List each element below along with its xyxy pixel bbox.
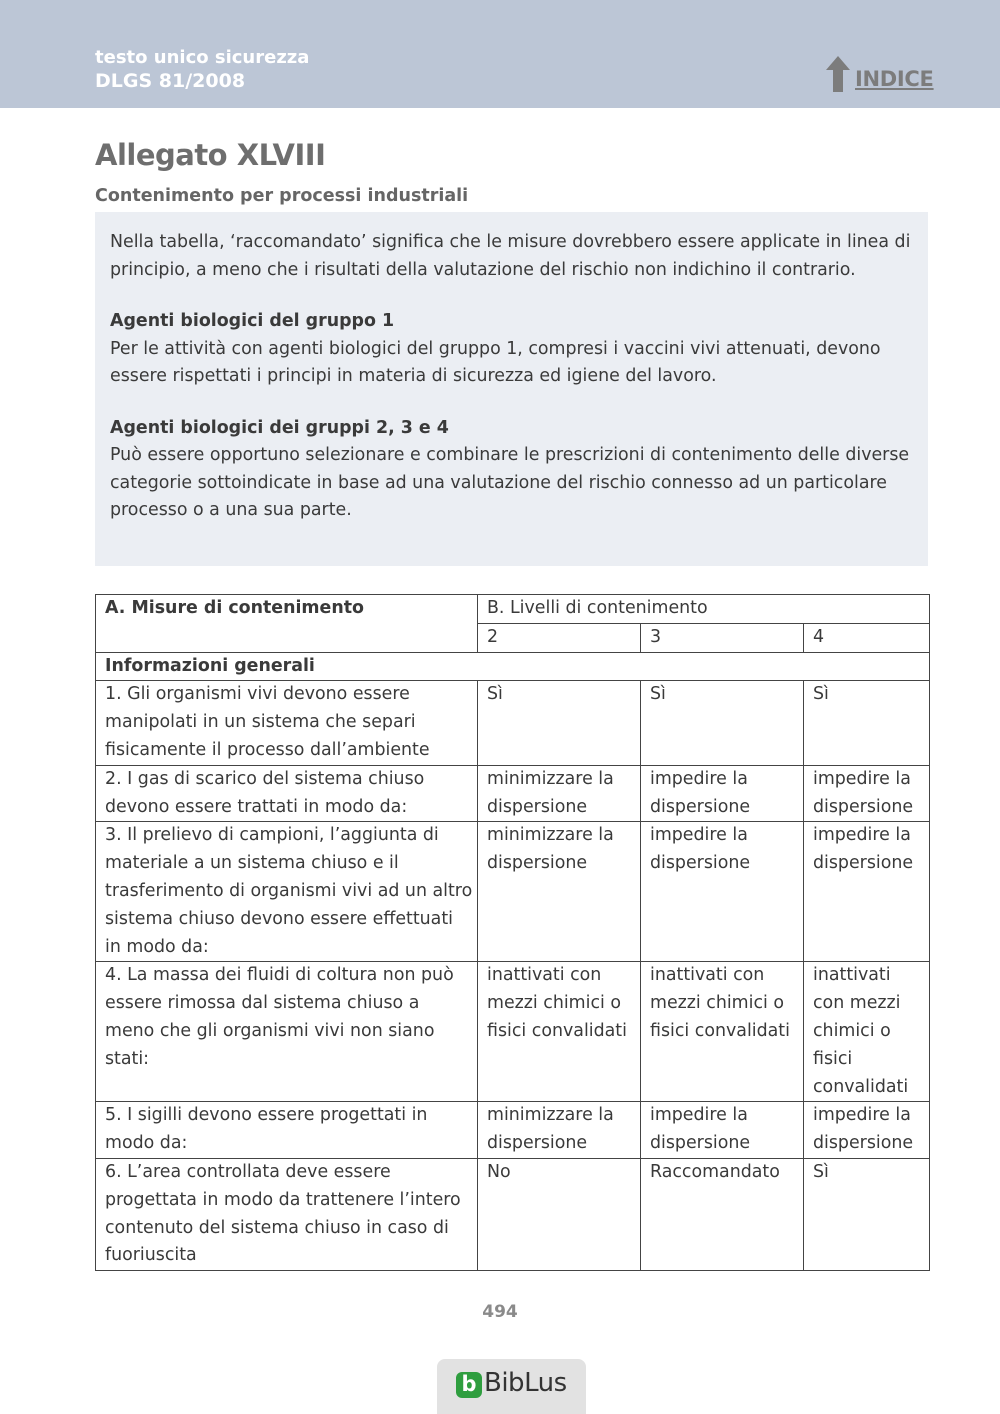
table-row [96, 822, 930, 962]
biblus-logo[interactable] [437, 1359, 586, 1414]
containment-table [95, 594, 930, 1271]
page-header [0, 0, 1000, 108]
level-2-header: 2 [478, 623, 641, 652]
explanatory-note [95, 212, 928, 566]
measure-cell: 2. I gas di scarico del sistema chiuso devono essere trattati in modo da: [96, 765, 478, 822]
note-group234-heading: Agenti biologici dei gruppi 2, 3 e 4 [110, 417, 449, 438]
measure-cell: 3. Il prelievo di campioni, l’aggiunta di materiale a un sistema chiuso e il trasferimento di organismi vivi ad un altro sistema chiuso devono essere effettuati in modo da: [96, 822, 478, 962]
section-general-info: Informazioni generali [96, 652, 930, 681]
biblus-logo-text: BibLus [484, 1368, 567, 1398]
level-2-cell: inattivati con mezzi chimici o fisici convalidati [478, 962, 641, 1102]
measure-cell: 5. I sigilli devono essere progettati in modo da: [96, 1102, 478, 1159]
header-series-title: testo unico sicurezza [95, 47, 310, 68]
note-group1-text: Per le attività con agenti biologici del gruppo 1, compresi i vaccini vivi attenuati, devono essere rispettati i principi in materia di sicurezza ed igiene del lavoro. [110, 338, 881, 386]
level-3-cell: Sì [641, 681, 804, 765]
page-subtitle: Contenimento per processi industriali [95, 186, 469, 206]
level-4-cell: inattivati con mezzi chimici o fisici convalidati [804, 962, 930, 1102]
table-header-row [96, 595, 930, 624]
measure-cell: 1. Gli organismi vivi devono essere manipolati in un sistema che separi fisicamente il processo dall’ambiente [96, 681, 478, 765]
header-measures: A. Misure di contenimento [96, 595, 478, 653]
level-2-cell: minimizzare la dispersione [478, 1102, 641, 1159]
table-row [96, 1102, 930, 1159]
index-link-label: INDICE [855, 67, 934, 91]
header-law-title: DLGS 81/2008 [95, 70, 246, 92]
level-2-cell: minimizzare la dispersione [478, 822, 641, 962]
level-2-cell: No [478, 1158, 641, 1270]
level-4-cell: Sì [804, 681, 930, 765]
table-row [96, 765, 930, 822]
level-3-cell: impedire la dispersione [641, 822, 804, 962]
note-group234-text: Può essere opportuno selezionare e combinare le prescrizioni di contenimento delle diverse categorie sottoindicate in base ad una valutazione del rischio connesso ad un particolare processo o a una sua parte. [110, 445, 910, 520]
level-3-cell: Raccomandato [641, 1158, 804, 1270]
level-4-header: 4 [804, 623, 930, 652]
note-intro: Nella tabella, ‘raccomandato’ significa che le misure dovrebbero essere applicate in linea di principio, a meno che i risultati della valutazione del rischio non indichino il contrario. [110, 232, 911, 280]
note-group1-heading: Agenti biologici del gruppo 1 [110, 311, 395, 331]
level-4-cell: impedire la dispersione [804, 1102, 930, 1159]
arrow-up-icon [824, 54, 852, 94]
level-2-cell: minimizzare la dispersione [478, 765, 641, 822]
level-3-cell: impedire la dispersione [641, 1102, 804, 1159]
table-row [96, 962, 930, 1102]
level-2-cell: Sì [478, 681, 641, 765]
table-section-row [96, 652, 930, 681]
measure-cell: 6. L’area controllata deve essere progettata in modo da trattenere l’intero contenuto del sistema chiuso in caso di fuoriuscita [96, 1158, 478, 1270]
level-4-cell: Sì [804, 1158, 930, 1270]
level-4-cell: impedire la dispersione [804, 765, 930, 822]
header-levels: B. Livelli di contenimento [478, 595, 930, 624]
level-3-cell: impedire la dispersione [641, 765, 804, 822]
biblus-logo-mark: b [456, 1372, 482, 1398]
level-4-cell: impedire la dispersione [804, 822, 930, 962]
page-title: Allegato XLVIII [95, 138, 326, 172]
table-row [96, 681, 930, 765]
level-3-header: 3 [641, 623, 804, 652]
level-3-cell: inattivati con mezzi chimici o fisici convalidati [641, 962, 804, 1102]
measure-cell: 4. La massa dei fluidi di coltura non può essere rimossa dal sistema chiuso a meno che gli organismi vivi non siano stati: [96, 962, 478, 1102]
index-link[interactable] [824, 54, 934, 94]
table-row [96, 1158, 930, 1270]
page-number: 494 [482, 1302, 518, 1322]
